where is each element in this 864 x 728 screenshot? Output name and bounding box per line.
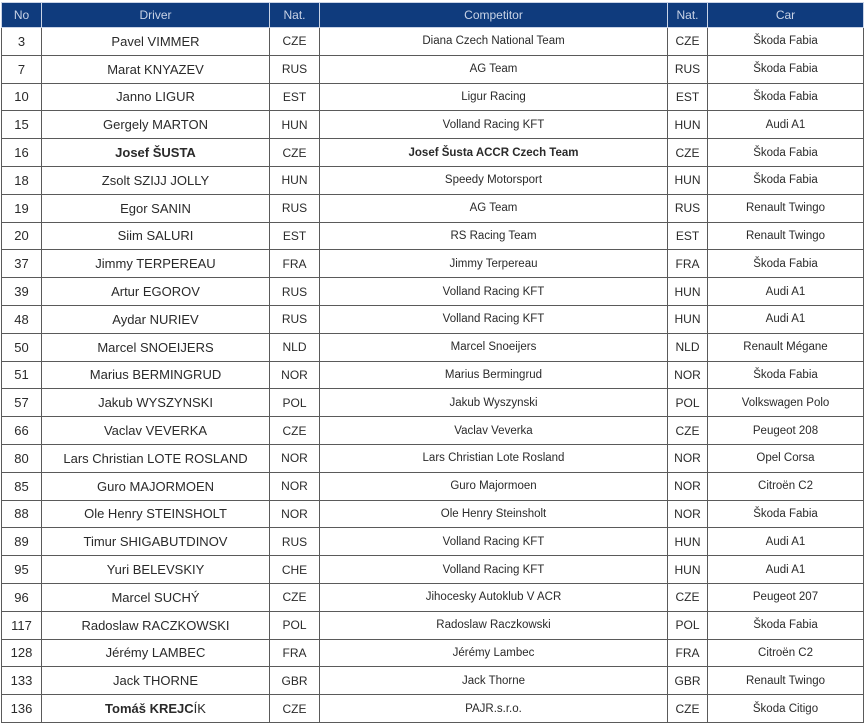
cell-competitor-nat: HUN: [668, 556, 708, 584]
cell-competitor: AG Team: [320, 194, 668, 222]
cell-competitor: Marius Bermingrud: [320, 361, 668, 389]
table-row: [2, 444, 864, 472]
cell-driver-nat: EST: [270, 222, 320, 250]
cell-competitor: Volland Racing KFT: [320, 556, 668, 584]
cell-competitor-nat: FRA: [668, 250, 708, 278]
cell-driver: Janno LIGUR: [42, 83, 270, 111]
cell-driver-nat: GBR: [270, 667, 320, 695]
cell-driver-nat: RUS: [270, 278, 320, 306]
cell-no: 50: [2, 333, 42, 361]
cell-driver-nat: POL: [270, 611, 320, 639]
column-header-no: No: [2, 3, 42, 28]
cell-competitor-nat: NLD: [668, 333, 708, 361]
table-row: [2, 361, 864, 389]
cell-driver-nat: FRA: [270, 639, 320, 667]
cell-car: Audi A1: [708, 528, 864, 556]
cell-competitor: Jihocesky Autoklub V ACR: [320, 583, 668, 611]
cell-no: 88: [2, 500, 42, 528]
table-row: [2, 695, 864, 723]
table-row: [2, 194, 864, 222]
cell-competitor: Jack Thorne: [320, 667, 668, 695]
cell-competitor-nat: RUS: [668, 194, 708, 222]
cell-car: Peugeot 207: [708, 583, 864, 611]
cell-driver-nat: CZE: [270, 417, 320, 445]
cell-driver-nat: CZE: [270, 695, 320, 723]
cell-driver: Aydar NURIEV: [42, 305, 270, 333]
cell-driver: Jack THORNE: [42, 667, 270, 695]
cell-driver: Guro MAJORMOEN: [42, 472, 270, 500]
cell-car: Renault Twingo: [708, 222, 864, 250]
cell-no: 133: [2, 667, 42, 695]
cell-car: Volkswagen Polo: [708, 389, 864, 417]
cell-driver-nat: NOR: [270, 472, 320, 500]
cell-driver: Artur EGOROV: [42, 278, 270, 306]
cell-competitor-nat: GBR: [668, 667, 708, 695]
cell-car: Renault Mégane: [708, 333, 864, 361]
cell-competitor-nat: NOR: [668, 500, 708, 528]
cell-competitor: Josef Šusta ACCR Czech Team: [320, 139, 668, 167]
cell-driver: Jimmy TERPEREAU: [42, 250, 270, 278]
cell-competitor-nat: CZE: [668, 695, 708, 723]
table-row: [2, 611, 864, 639]
cell-driver: Jakub WYSZYNSKI: [42, 389, 270, 417]
cell-competitor-nat: CZE: [668, 417, 708, 445]
cell-driver-nat: NOR: [270, 500, 320, 528]
cell-driver-nat: RUS: [270, 194, 320, 222]
cell-competitor-nat: CZE: [668, 28, 708, 56]
driver-name-normal-part: ÍK: [193, 701, 206, 717]
cell-car: Škoda Fabia: [708, 28, 864, 56]
cell-driver-nat: NOR: [270, 361, 320, 389]
cell-competitor-nat: POL: [668, 389, 708, 417]
cell-driver: Marius BERMINGRUD: [42, 361, 270, 389]
cell-driver-nat: HUN: [270, 111, 320, 139]
cell-competitor: Jakub Wyszynski: [320, 389, 668, 417]
cell-driver-nat: POL: [270, 389, 320, 417]
table-row: [2, 528, 864, 556]
cell-car: Opel Corsa: [708, 444, 864, 472]
cell-driver-nat: CZE: [270, 583, 320, 611]
cell-car: Škoda Fabia: [708, 250, 864, 278]
cell-competitor: Marcel Snoeijers: [320, 333, 668, 361]
cell-car: Audi A1: [708, 556, 864, 584]
cell-no: 128: [2, 639, 42, 667]
cell-driver: Jérémy LAMBEC: [42, 639, 270, 667]
cell-car: Škoda Fabia: [708, 55, 864, 83]
table-row: [2, 222, 864, 250]
cell-no: 19: [2, 194, 42, 222]
cell-driver-nat: RUS: [270, 55, 320, 83]
cell-car: Renault Twingo: [708, 194, 864, 222]
table-header-row: [2, 3, 864, 28]
cell-driver: Vaclav VEVERKA: [42, 417, 270, 445]
cell-competitor: Diana Czech National Team: [320, 28, 668, 56]
cell-driver: [42, 695, 270, 723]
cell-competitor: Volland Racing KFT: [320, 278, 668, 306]
cell-no: 7: [2, 55, 42, 83]
column-header-competitor: Competitor: [320, 3, 668, 28]
table-row: [2, 139, 864, 167]
cell-driver: Siim SALURI: [42, 222, 270, 250]
cell-driver-nat: NOR: [270, 444, 320, 472]
cell-car: Audi A1: [708, 278, 864, 306]
cell-driver-nat: EST: [270, 83, 320, 111]
cell-no: 37: [2, 250, 42, 278]
cell-driver: Marcel SUCHÝ: [42, 583, 270, 611]
cell-car: Citroën C2: [708, 639, 864, 667]
cell-no: 39: [2, 278, 42, 306]
cell-driver: Pavel VIMMER: [42, 28, 270, 56]
table-row: [2, 556, 864, 584]
table-row: [2, 583, 864, 611]
cell-driver-nat: CZE: [270, 139, 320, 167]
cell-no: 95: [2, 556, 42, 584]
driver-name-bold-part: Tomáš KREJC: [105, 701, 194, 717]
entry-list: [1, 2, 830, 723]
table-row: [2, 305, 864, 333]
cell-car: Škoda Fabia: [708, 361, 864, 389]
table-row: [2, 417, 864, 445]
table-row: [2, 111, 864, 139]
table-row: [2, 250, 864, 278]
cell-driver: Lars Christian LOTE ROSLAND: [42, 444, 270, 472]
cell-car: Audi A1: [708, 305, 864, 333]
column-header-driver: Driver: [42, 3, 270, 28]
cell-driver-nat: CZE: [270, 28, 320, 56]
cell-competitor-nat: HUN: [668, 278, 708, 306]
table-row: [2, 667, 864, 695]
cell-driver-nat: CHE: [270, 556, 320, 584]
column-header-car: Car: [708, 3, 864, 28]
cell-car: Peugeot 208: [708, 417, 864, 445]
cell-competitor: Volland Racing KFT: [320, 111, 668, 139]
cell-no: 18: [2, 166, 42, 194]
cell-no: 57: [2, 389, 42, 417]
cell-car: Škoda Fabia: [708, 500, 864, 528]
cell-competitor: Lars Christian Lote Rosland: [320, 444, 668, 472]
table-row: [2, 472, 864, 500]
cell-no: 117: [2, 611, 42, 639]
table-row: [2, 28, 864, 56]
cell-competitor-nat: RUS: [668, 55, 708, 83]
column-header-competitor-nat: Nat.: [668, 3, 708, 28]
cell-no: 66: [2, 417, 42, 445]
cell-competitor: RS Racing Team: [320, 222, 668, 250]
cell-car: Audi A1: [708, 111, 864, 139]
cell-no: 10: [2, 83, 42, 111]
cell-competitor-nat: NOR: [668, 361, 708, 389]
table-row: [2, 166, 864, 194]
cell-car: Škoda Fabia: [708, 83, 864, 111]
cell-car: Škoda Fabia: [708, 166, 864, 194]
table-row: [2, 389, 864, 417]
cell-competitor: Jimmy Terpereau: [320, 250, 668, 278]
cell-competitor-nat: EST: [668, 222, 708, 250]
cell-driver-nat: RUS: [270, 528, 320, 556]
cell-no: 89: [2, 528, 42, 556]
cell-no: 136: [2, 695, 42, 723]
cell-competitor: AG Team: [320, 55, 668, 83]
column-header-driver-nat: Nat.: [270, 3, 320, 28]
cell-competitor: Vaclav Veverka: [320, 417, 668, 445]
cell-competitor: PAJR.s.r.o.: [320, 695, 668, 723]
cell-competitor-nat: HUN: [668, 305, 708, 333]
cell-driver: Gergely MARTON: [42, 111, 270, 139]
cell-competitor-nat: FRA: [668, 639, 708, 667]
cell-no: 16: [2, 139, 42, 167]
cell-competitor-nat: CZE: [668, 583, 708, 611]
cell-competitor-nat: NOR: [668, 444, 708, 472]
cell-competitor: Ole Henry Steinsholt: [320, 500, 668, 528]
cell-competitor: Volland Racing KFT: [320, 528, 668, 556]
cell-driver-nat: HUN: [270, 166, 320, 194]
table-row: [2, 333, 864, 361]
cell-no: 51: [2, 361, 42, 389]
cell-car: Renault Twingo: [708, 667, 864, 695]
cell-no: 80: [2, 444, 42, 472]
cell-no: 3: [2, 28, 42, 56]
table-row: [2, 83, 864, 111]
entry-list-table: [1, 2, 864, 723]
cell-no: 85: [2, 472, 42, 500]
cell-competitor: Guro Majormoen: [320, 472, 668, 500]
cell-competitor-nat: HUN: [668, 528, 708, 556]
cell-no: 15: [2, 111, 42, 139]
cell-competitor: Speedy Motorsport: [320, 166, 668, 194]
cell-driver: Marcel SNOEIJERS: [42, 333, 270, 361]
cell-car: Citroën C2: [708, 472, 864, 500]
cell-driver-nat: FRA: [270, 250, 320, 278]
cell-driver: Ole Henry STEINSHOLT: [42, 500, 270, 528]
cell-driver: Josef ŠUSTA: [42, 139, 270, 167]
cell-car: Škoda Fabia: [708, 611, 864, 639]
cell-driver: Radoslaw RACZKOWSKI: [42, 611, 270, 639]
cell-driver: Timur SHIGABUTDINOV: [42, 528, 270, 556]
cell-competitor: Radoslaw Raczkowski: [320, 611, 668, 639]
cell-competitor-nat: HUN: [668, 166, 708, 194]
cell-driver-nat: NLD: [270, 333, 320, 361]
cell-no: 48: [2, 305, 42, 333]
cell-competitor-nat: CZE: [668, 139, 708, 167]
cell-no: 20: [2, 222, 42, 250]
cell-driver: Zsolt SZIJJ JOLLY: [42, 166, 270, 194]
cell-car: Škoda Citigo: [708, 695, 864, 723]
cell-no: 96: [2, 583, 42, 611]
cell-competitor: Volland Racing KFT: [320, 305, 668, 333]
cell-competitor-nat: EST: [668, 83, 708, 111]
table-row: [2, 278, 864, 306]
cell-driver-nat: RUS: [270, 305, 320, 333]
table-row: [2, 500, 864, 528]
table-row: [2, 55, 864, 83]
cell-competitor: Jérémy Lambec: [320, 639, 668, 667]
cell-competitor-nat: HUN: [668, 111, 708, 139]
table-row: [2, 639, 864, 667]
cell-driver: Yuri BELEVSKIY: [42, 556, 270, 584]
cell-competitor-nat: POL: [668, 611, 708, 639]
cell-driver: Egor SANIN: [42, 194, 270, 222]
cell-driver: Marat KNYAZEV: [42, 55, 270, 83]
cell-competitor-nat: NOR: [668, 472, 708, 500]
cell-car: Škoda Fabia: [708, 139, 864, 167]
cell-competitor: Ligur Racing: [320, 83, 668, 111]
